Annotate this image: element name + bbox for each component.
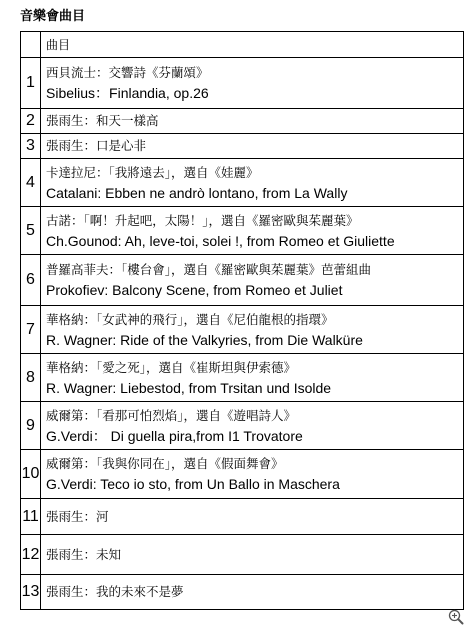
table-row bbox=[21, 535, 464, 575]
row-piece bbox=[41, 134, 464, 159]
piece-title-zh: 威爾第：「我與你同在」，選自《假面舞會》 bbox=[46, 456, 284, 471]
piece-title-zh: 普羅高菲夫：「樓台會」，選自《羅密歐與茱麗葉》芭蕾組曲 bbox=[46, 262, 372, 277]
header-number-cell bbox=[21, 32, 41, 58]
piece-title-zh: 張雨生：未知 bbox=[46, 546, 122, 562]
row-number: 9 bbox=[21, 402, 41, 450]
row-piece bbox=[41, 450, 464, 499]
row-piece bbox=[41, 535, 464, 575]
piece-title-zh: 卡達拉尼：「我將遠去」，選自《娃麗》 bbox=[46, 164, 259, 180]
row-number: 1 bbox=[21, 58, 41, 109]
header-label: 曲目 bbox=[46, 37, 71, 52]
row-piece bbox=[41, 58, 464, 109]
piece-title-zh: 華格納：「愛之死」，選自《崔斯坦與伊索德》 bbox=[46, 359, 297, 375]
row-number: 7 bbox=[21, 306, 41, 354]
table-row bbox=[21, 109, 464, 134]
row-piece bbox=[41, 575, 464, 610]
table-row bbox=[21, 159, 464, 207]
row-number: 12 bbox=[21, 535, 41, 575]
document-title: 音樂會曲目 bbox=[20, 9, 86, 24]
row-piece bbox=[41, 207, 464, 255]
piece-title-en: R. Wagner: Ride of the Valkyries, from Die Walküre bbox=[46, 331, 363, 348]
row-piece bbox=[41, 255, 464, 306]
piece-title-en: G.Verdi: Teco io sto, from Un Ballo in Maschera bbox=[46, 476, 340, 492]
program-table bbox=[20, 31, 464, 610]
row-number: 6 bbox=[21, 255, 41, 306]
row-piece bbox=[41, 109, 464, 134]
table-row bbox=[21, 354, 464, 402]
row-number: 11 bbox=[21, 499, 41, 535]
table-row bbox=[21, 58, 464, 109]
table-row bbox=[21, 402, 464, 450]
piece-title-en: G.Verdi： Di guella pira,from I1 Trovatore bbox=[46, 427, 303, 444]
row-number: 13 bbox=[21, 575, 41, 610]
piece-title-zh: 威爾第：「看那可怕烈焰」，選自《遊唱詩人》 bbox=[46, 407, 297, 423]
row-number: 3 bbox=[21, 134, 41, 159]
table-row bbox=[21, 499, 464, 535]
row-number: 2 bbox=[21, 109, 41, 134]
piece-title-zh: 張雨生：我的未來不是夢 bbox=[46, 584, 184, 599]
table-row bbox=[21, 134, 464, 159]
row-piece bbox=[41, 354, 464, 402]
piece-title-zh: 張雨生：口是心非 bbox=[46, 138, 147, 153]
table-row bbox=[21, 306, 464, 354]
row-number: 5 bbox=[21, 207, 41, 255]
row-number: 4 bbox=[21, 159, 41, 207]
piece-title-en: Catalani: Ebben ne andrò lontano, from La Wally bbox=[46, 184, 348, 201]
table-row bbox=[21, 207, 464, 255]
piece-title-zh: 西貝流士：交響詩《芬蘭頌》 bbox=[46, 65, 209, 80]
row-piece bbox=[41, 306, 464, 354]
piece-title-en: R. Wagner: Liebestod, from Trsitan und Isolde bbox=[46, 379, 332, 396]
row-number: 8 bbox=[21, 354, 41, 402]
piece-title-zh: 張雨生：河 bbox=[46, 508, 109, 524]
piece-title-zh: 華格納：「女武神的飛行」，選自《尼伯龍根的指環》 bbox=[46, 311, 334, 327]
row-piece bbox=[41, 402, 464, 450]
piece-title-zh: 古諾：「啊！升起吧，太陽！」，選自《羅密歐與茱麗葉》 bbox=[46, 212, 359, 228]
table-row bbox=[21, 255, 464, 306]
magnifier-plus-icon[interactable] bbox=[448, 609, 464, 625]
table-header-row bbox=[21, 32, 464, 58]
row-number: 10 bbox=[21, 450, 41, 499]
row-piece bbox=[41, 159, 464, 207]
header-piece-cell bbox=[41, 32, 464, 58]
table-row bbox=[21, 450, 464, 499]
piece-title-en: Prokofiev: Balcony Scene, from Romeo et Juliet bbox=[46, 282, 343, 298]
piece-title-en: Ch.Gounod: Ah, leve-toi, solei !, from Romeo et Giuliette bbox=[46, 232, 395, 249]
table-row bbox=[21, 575, 464, 610]
row-piece bbox=[41, 499, 464, 535]
piece-title-zh: 張雨生：和天一樣高 bbox=[46, 113, 159, 128]
piece-title-en: Sibelius：Finlandia, op.26 bbox=[46, 85, 209, 101]
